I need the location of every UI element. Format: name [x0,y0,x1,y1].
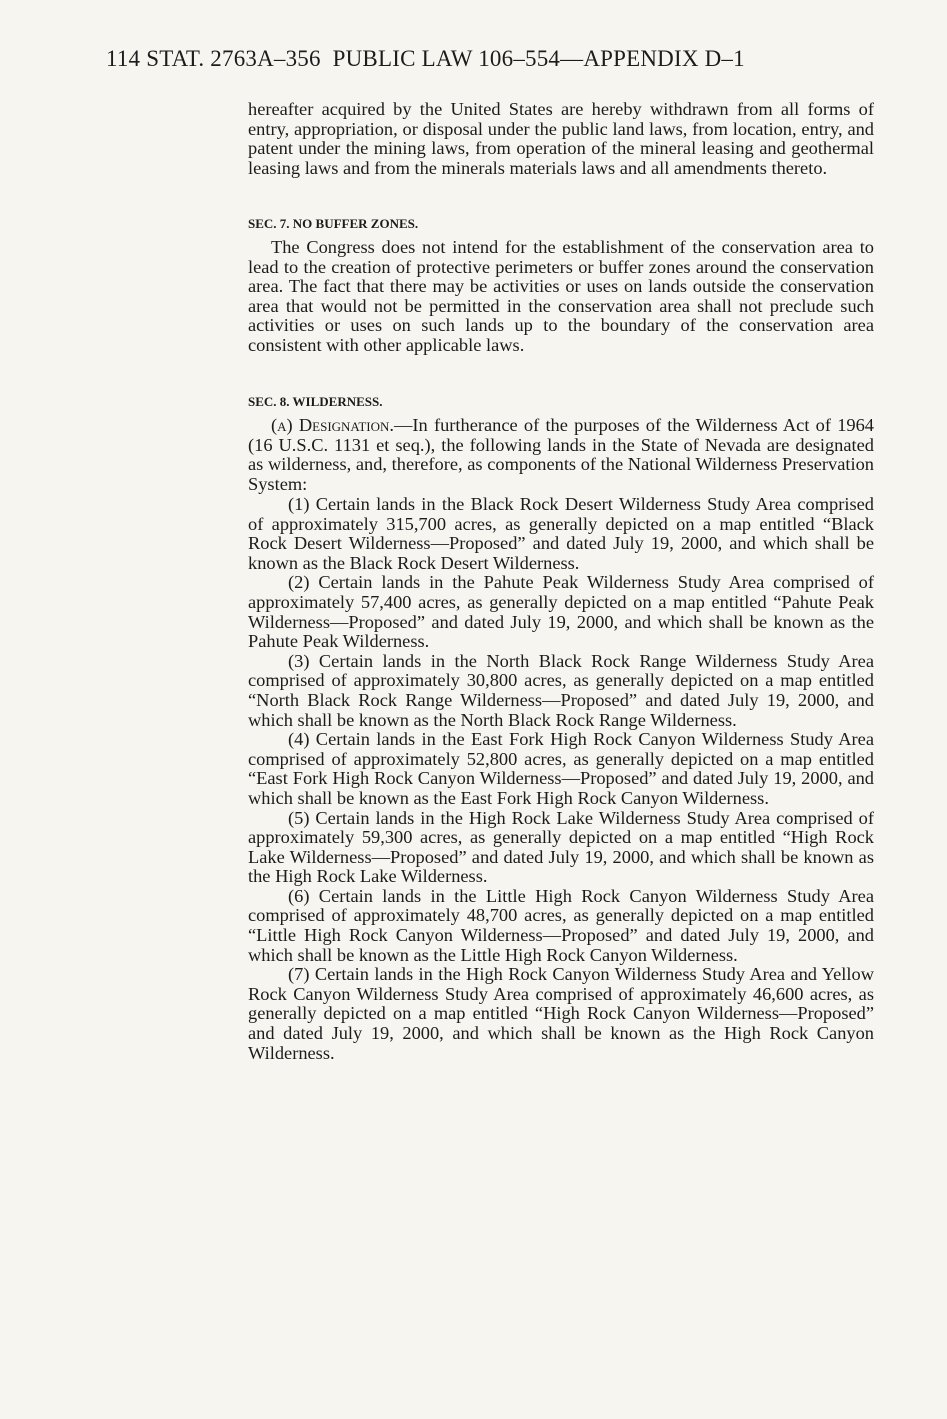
section-7-paragraph: The Congress does not intend for the establishment of the conservation area to lead to the creation of protective perimeters or buffer zones around the conservation area. The fact that there may be activities or uses on lands outside the conservation area that would not be permitted in the conservation area shall not preclude such activities or uses on such lands up to the boundary of the conservation area consistent with other applicable laws. [248,237,874,355]
subsection-a-paragraph [248,416,874,494]
wilderness-list [248,495,874,1063]
subsection-a-label: (a) Designation.— [271,415,413,435]
section-7-heading: SEC. 7. NO BUFFER ZONES. [248,216,419,231]
list-item: (4) Certain lands in the East Fork High Rock Canyon Wilderness Study Area comprised of approximately 52,800 acres, as generally depicted on a map entitled “East Fork High Rock Canyon Wilderness—Proposed” and dated July 19, 2000, and which shall be known as the East Fork High Rock Canyon Wilderness. [248,729,874,808]
list-item: (2) Certain lands in the Pahute Peak Wilderness Study Area comprised of approximately 57,400 acres, as generally depicted on a map entitled “Pahute Peak Wilderness—Proposed” and dated July 19, 2000, and which shall be known as the Pahute Peak Wilderness. [248,572,874,652]
subsection-a-text: In furtherance of the purposes of the Wilderness Act of 1964 (16 U.S.C. 1131 et seq.), the following lands in the State of Nevada are designated as wilderness, and, therefore, as components of the National Wilderness Preservation System: [248,415,874,494]
list-item: (5) Certain lands in the High Rock Lake Wilderness Study Area comprised of approximately 59,300 acres, as generally depicted on a map entitled “High Rock Lake Wilderness—Proposed” and dated July 19, 2000, and which shall be known as the High Rock Lake Wilderness. [248,807,874,887]
list-item: (7) Certain lands in the High Rock Canyon Wilderness Study Area and Yellow Rock Canyon Wilderness Study Area comprised of approximately 46,600 acres, as generally depicted on a map entitled “High Rock Canyon Wilderness—Proposed” and dated July 19, 2000, and which shall be known as the High Rock Canyon Wilderness. [248,964,874,1063]
section-8-heading: SEC. 8. WILDERNESS. [248,394,383,409]
page-header [106,46,745,72]
law-title: PUBLIC LAW 106–554—APPENDIX D–1 [332,46,745,71]
list-item: (6) Certain lands in the Little High Rock Canyon Wilderness Study Area comprised of approximately 48,700 acres, as generally depicted on a map entitled “Little High Rock Canyon Wilderness—Proposed” and dated July 19, 2000, and which shall be known as the Little High Rock Canyon Wilderness. [248,885,874,965]
section-7-block [248,238,874,356]
section-8-block [248,416,874,494]
continuation-paragraph: hereafter acquired by the United States are hereby withdrawn from all forms of entry, appropriation, or disposal under the public land laws, from location, entry, and patent under the mining laws, from operation of the mineral leasing and geothermal leasing laws and from the minerals materials laws and all amendments thereto. [248,99,874,178]
list-item: (1) Certain lands in the Black Rock Desert Wilderness Study Area comprised of approximately 315,700 acres, as generally depicted on a map entitled “Black Rock Desert Wilderness—Proposed” and dated July 19, 2000, and which shall be known as the Black Rock Desert Wilderness. [248,494,874,573]
list-item: (3) Certain lands in the North Black Rock Range Wilderness Study Area comprised of approximately 30,800 acres, as generally depicted on a map entitled “North Black Rock Range Wilderness—Proposed” and dated July 19, 2000, and which shall be known as the North Black Rock Range Wilderness. [248,650,874,730]
statute-reference: 114 STAT. 2763A–356 [106,46,321,71]
continuation-block [248,100,874,178]
